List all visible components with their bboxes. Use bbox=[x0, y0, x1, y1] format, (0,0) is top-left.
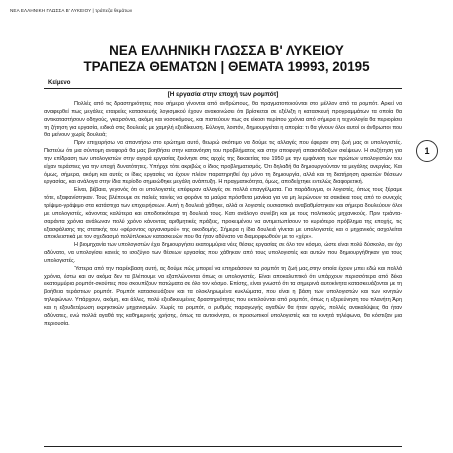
page-header: ΝΕΑ ΕΛΛΗΝΙΚΗ ΓΛΩΣΣΑ Β' ΛΥΚΕΙΟΥ | τράπεζα θεμάτων bbox=[10, 8, 133, 13]
article-title: [Η εργασία στην εποχή των ρομπότ] bbox=[167, 91, 279, 98]
paragraph: Ύστερα από την παρέκβαση αυτή, ας δούμε πώς μπορεί να επηρεάσουν τα ρομπότ τη ζωή μας,στην οποία έχουν μπει εδώ και πολλά χρόνια, έστω και αν ακόμα δεν τα βλέπουμε να εξαπλώνονται όπως οι υπολογιστές. Είναι αποκαλυπτικό ότι υπάρχουν περισσότερα από δέκα εκατομμύρια ρομπότ-σκούπες που σκουπίζουν πατώματα σε όλο τον κόσμο. Επίσης, είναι γνωστό ότι τα σημερινά αυτοκίνητα κατασκευάζονται με τη βοήθεια τεράστιων ρομπότ. Ρομπότ κατασκευάζουν και τα ολοκληρωμένα κυκλώματα, που είναι η βάση των υπολογιστών και των κινητών τηλεφώνων. Υπάρχουν, ακόμη, και άλλες, πολύ εξειδικευμένες δραστηριότητες που εκτελούνται από ρομπότ, όπως η εξερεύνηση του πλανήτη Άρη και η εξουδετέρωση εκρηκτικών μηχανισμών. Χωρίς τα ρομπότ, ο ρυθμός παραγωγής αγαθών θα ήταν αργός, πολλές ανακαλύψεις θα ήταν αδύνατες, ενώ πολλά αγαθά της καθημερινής χρήσης, όπως τα αυτοκίνητα, οι προσωπικοί υπολογιστές και τα κινητά τηλέφωνα, θα κόστιζαν μια περιουσία. bbox=[44, 265, 402, 327]
paragraph: Πριν επιχειρήσω να απαντήσω στο ερώτημα αυτό, θεωρώ σκόπιμο να δούμε τις αλλαγές που έφεραν στη ζωή μας οι υπολογιστές. Πιστεύω ότι μια σύντομη αναφορά θα μας βοηθήσει στην κατανόηση του προβλήματος και στην αποφυγή απαισιόδοξων σκέψεων. Η συζήτηση για την επίδραση των υπολογιστών στην αγορά εργασίας ξεκίνησε στις αρχές της δεκαετίας του 1950 με την εμφάνιση των πρώτων υπολογιστών του είχαν τεράστιες για την εποχή δυνατότητες. Υπήρχε τότε ακριβώς ο ίδιος προβληματισμός. Ότι δηλαδή θα δημιουργούνταν τα μεγάλης ανεργίας. Και όμως, σήμερα, ακόμη και αυτές οι ίδιες εργασίες να έχουν πλέον παρατηρηθεί όχι μόνο τη δημιουργία, αλλά και τη διατήρηση αρκετών θέσεων εργασίας, και ανάλογα στην ίδια περίοδο σημειώθηκε μεγάλη ανάπτυξη. Η πραγματικότητα, όμως, αποδείχτηκε εντελώς διαφορετική. bbox=[44, 140, 402, 186]
article-box bbox=[44, 88, 402, 447]
paragraph: Είναι, βέβαια, γεγονός ότι οι υπολογιστές επέφεραν αλλαγές σε πολλά επαγγέλματα. Για παράδειγμα, οι λογιστές, όπως τους ξέραμε τότε, εξαφανίστηκαν. Τους βλέπουμε σε παλιές ταινίες να φοράνε τα μαύρα πρόσθετα μανίκια για να μη λερώνουν τα σακάκια τους από το συνεχές τρίψιμο-γράψιμο στα κατάστιχα των επιχειρήσεων. Αυτή η δουλειά χάθηκε, αλλά οι λογιστές ουσιαστικά αναβαθμίστηκαν και σήμερα δουλεύουν όλοι με υπολογιστές, κάνοντας καλύτερα και αποδοτικότερα τη δουλειά τους. Κατι ανάλογο συνέβη και με τους πολιτικούς μηχανικούς. Πριν τριάντα-σαράντα χρόνια ανάλωναν πολύ χρόνο κάνοντας αριθμητικές πράξεις, προκειμένου να αντιμετωπίσουν το κυριότερο πρόβλημα της εποχής, τις εξασφάλισης της στατικής του «φέροντος οργανισμού» της οικοδομής. Σήμερα η ίδια δουλειά γίνεται με υπολογιστές και ο μηχανικός ασχολείται αποκλειστικά με τον σχεδιασμό πολύπλοκων κατασκευών που θα ήταν αδύνατο να διαμορφωθούν με το «χέρι». bbox=[44, 187, 402, 241]
title-line-1: ΝΕΑ ΕΛΛΗΝΙΚΗ ΓΛΩΣΣΑ Β' ΛΥΚΕΙΟΥ bbox=[109, 43, 344, 58]
paragraph: Η βιομηχανία των υπολογιστών έχει δημιουργήσει εκατομμύρια νέες θέσεις εργασίας σε όλο τον κόσμο, ώστε είναι πολύ δύσκολο, αν όχι αδύνατο, να υπολογίσει κανείς το ισοζύγιο των θέσεων εργασίας που χάθηκαν από τους υπολογιστές και αυτών που δημιουργήθηκαν για τους υπολογιστές. bbox=[44, 242, 402, 264]
document-title bbox=[0, 43, 453, 75]
page-number-badge: 1 bbox=[416, 140, 438, 162]
section-label: Κείμενο bbox=[48, 80, 71, 86]
title-line-2: ΤΡΑΠΕΖΑ ΘΕΜΑΤΩΝ | ΘΕΜΑΤΑ 19993, 20195 bbox=[83, 59, 370, 74]
paragraph: Πολλές από τις δραστηριότητες που σήμερα γίνονται από ανθρώπους, θα πραγματοποιούνται στο μέλλον από τα ρομπότ. Αρκεί να αναφερθεί πως μεγάλες εταιρείες κατασκευής λογισμικού έχουν ανακοινώσει ότι βρίσκεται σε εξέλιξη η κατασκευή προγραμμάτων τα οποία θα αντικαταστήσουν οδηγούς, γκαρσόνια, ακόμη και νοσοκόμους, και πιστεύουν πως σε είκοσι περίπου χρόνια από σήμερα η τεχνολογία θα περιορίσει τη ζήτηση για εργασία, ειδικά στις δουλειές με χαμηλή εξειδίκευση. Εύλογα, λοιπόν, δημιουργείται η απορία: τι θα γίνουν όλοι αυτοί οι άνθρωποι που θα μείνουν χωρίς δουλειά; bbox=[44, 101, 402, 139]
